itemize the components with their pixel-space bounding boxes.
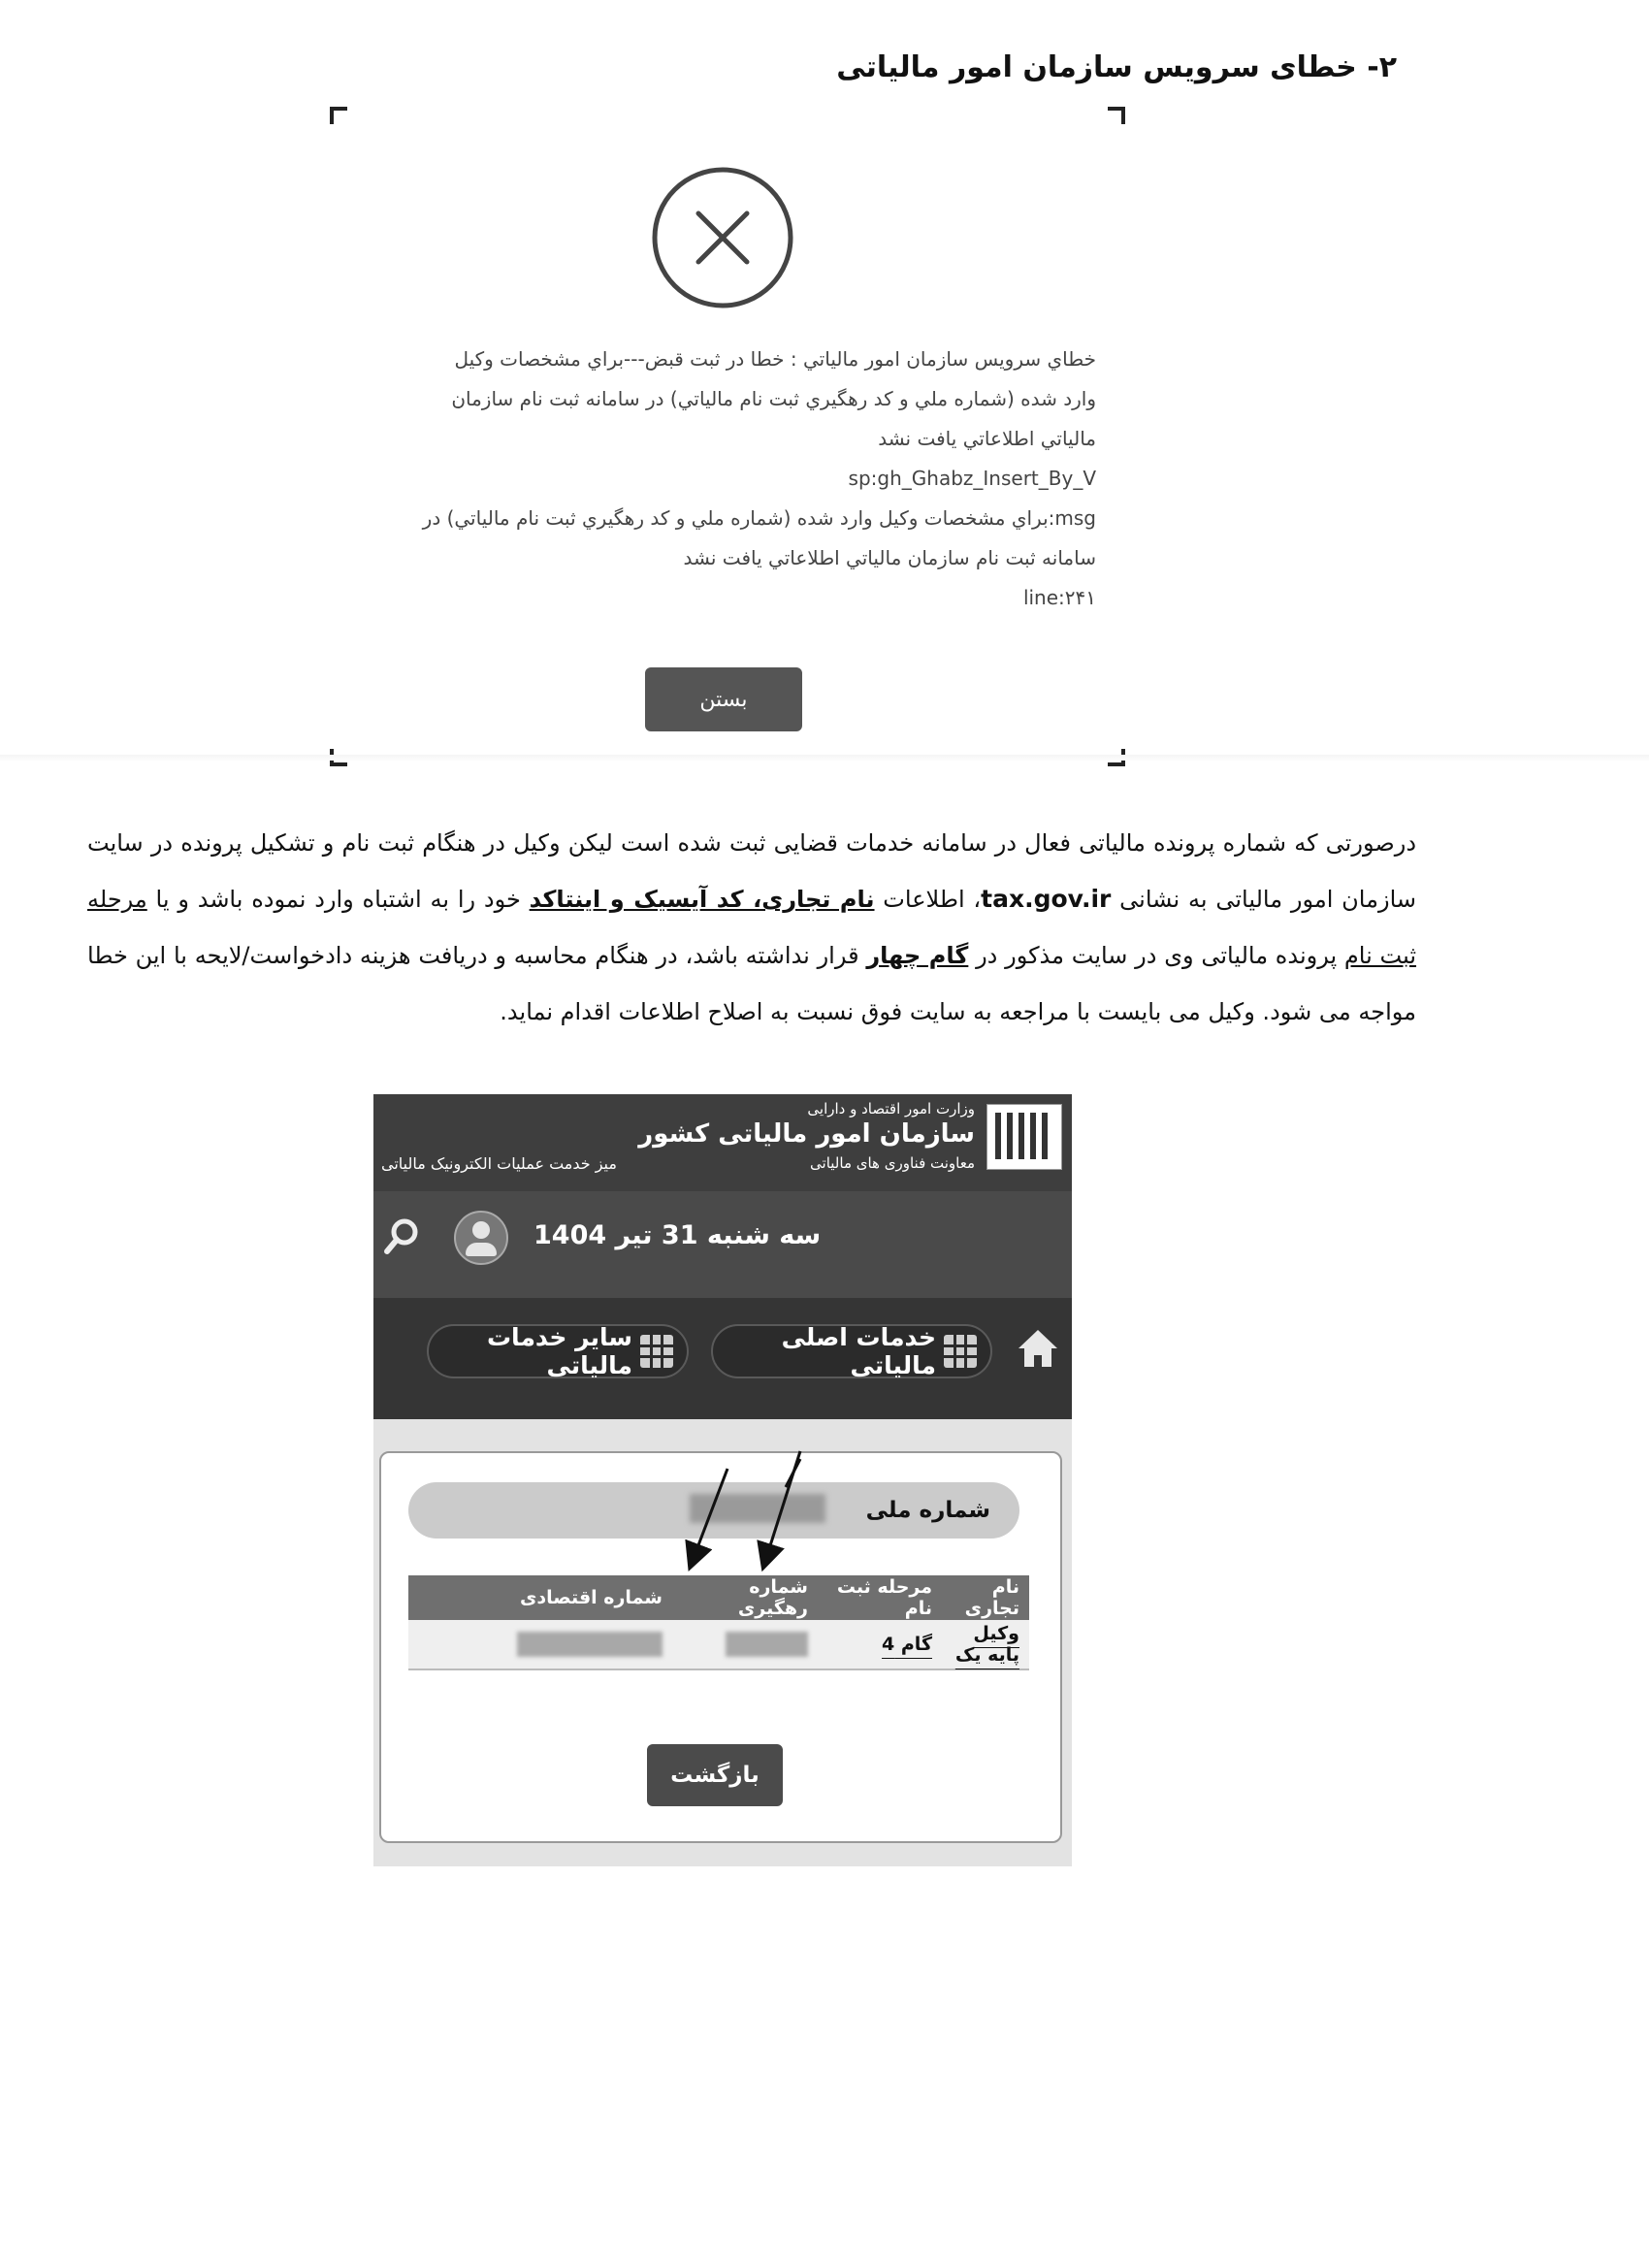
table-header: [408, 1575, 1029, 1620]
table-row: [408, 1620, 1029, 1670]
error-line: سامانه ثبت نام سازمان مالياتي اطلاعاتي يافت نشد: [683, 546, 1096, 569]
column-header: مرحله ثبت نام: [836, 1576, 932, 1619]
home-icon[interactable]: [1016, 1327, 1060, 1370]
error-line: خطاي سرويس سازمان امور مالياتي : خطا در ثبت قبض---براي مشخصات وكيل: [454, 347, 1096, 371]
close-button[interactable]: بستن: [645, 667, 802, 731]
error-line: msg:براي مشخصات وكيل وارد شده (شماره ملي و كد رهگيري ثبت نام مالياتي) در: [422, 506, 1096, 530]
org-name: سازمان امور مالیاتی کشور: [638, 1119, 975, 1149]
paper-fold: [0, 755, 1649, 761]
bold-fields: نام تجاری، کد آیسیک و اینتاکد: [529, 886, 875, 913]
national-id-label: شماره ملی: [865, 1498, 990, 1523]
national-id-field: [408, 1482, 1019, 1539]
bold-step: گام چهار: [866, 942, 969, 969]
current-date: سه شنبه 31 تیر 1404: [534, 1220, 822, 1250]
crop-corner-icon: [1108, 107, 1125, 124]
back-button[interactable]: بازگشت: [647, 1744, 783, 1806]
column-header: شماره اقتصادی: [519, 1587, 663, 1608]
error-line-number: line:۲۴۱: [1022, 586, 1096, 609]
paragraph-text: ، اطلاعات: [874, 886, 982, 913]
underlined-step: مرحله ثبت نام: [87, 886, 1417, 969]
paragraph-text: درصورتی که شماره پرونده مالیاتی فعال در سامانه خدمات قضایی ثبت شده است لیکن وکیل در هنگام ثبت نام و تشکیل پرونده در سایت سازمان امور مالیاتی به نشانی: [87, 829, 1416, 913]
grid-icon: [640, 1335, 673, 1368]
crop-corner-icon: [330, 107, 347, 124]
registration-step-cell: گام 4: [882, 1634, 932, 1655]
error-sp-line: sp:gh_Ghabz_Insert_By_V: [848, 467, 1096, 490]
error-line: وارد شده (شماره ملي و كد رهگيري ثبت نام مالياتي) در سامانه ثبت نام سازمان: [451, 387, 1096, 410]
paragraph-text: قرار نداشته باشد، در هنگام محاسبه و دریافت هزینه دادخواست/لایحه با این خطا مواجه می شود. وکیل می بایست با مراجعه به سایت فوق نسبت به اصلاح اطلاعات اقدام نماید.: [87, 942, 1416, 1025]
other-services-button[interactable]: [427, 1324, 689, 1378]
trade-name-cell: وکیل پایه یک: [954, 1623, 1019, 1666]
org-logo: [986, 1104, 1062, 1170]
redacted-value: [517, 1632, 663, 1657]
search-icon[interactable]: [381, 1213, 424, 1259]
other-services-label: سایر خدمات مالیاتی: [486, 1323, 632, 1379]
paragraph-text: پرونده مالیاتی وی در سایت مذکور در: [968, 942, 1344, 969]
error-line: مالياتي اطلاعاتي يافت نشد: [878, 427, 1096, 450]
profile-card: [379, 1451, 1062, 1843]
main-services-label: خدمات اصلی مالیاتی: [781, 1323, 936, 1379]
column-header: شماره رهگیری: [737, 1576, 808, 1619]
explanation-paragraph: [87, 815, 1416, 1040]
redacted-value: [690, 1494, 825, 1523]
deputy-name: معاونت فناوری های مالیاتی: [810, 1154, 975, 1172]
portal-screenshot: [373, 1094, 1072, 1866]
site-domain: tax.gov.ir: [981, 885, 1112, 913]
registration-table: [408, 1575, 1029, 1670]
error-message: [359, 340, 1096, 618]
service-desk-title: میز خدمت عملیات الکترونیک مالیاتی: [381, 1154, 617, 1173]
error-dialog-screenshot: [330, 107, 1125, 766]
main-services-button[interactable]: [711, 1324, 992, 1378]
paragraph-text: خود را به اشتباه وارد نموده باشد و یا: [146, 886, 530, 913]
section-title: ۲- خطای سرویس سازمان امور مالیاتی: [836, 50, 1397, 84]
close-circle-icon: [650, 165, 795, 310]
ministry-name: وزارت امور اقتصاد و دارایی: [807, 1100, 975, 1118]
redacted-value: [726, 1632, 808, 1657]
user-avatar-icon[interactable]: [454, 1211, 508, 1265]
grid-icon: [944, 1335, 977, 1368]
column-header: نام تجاری: [964, 1576, 1019, 1619]
